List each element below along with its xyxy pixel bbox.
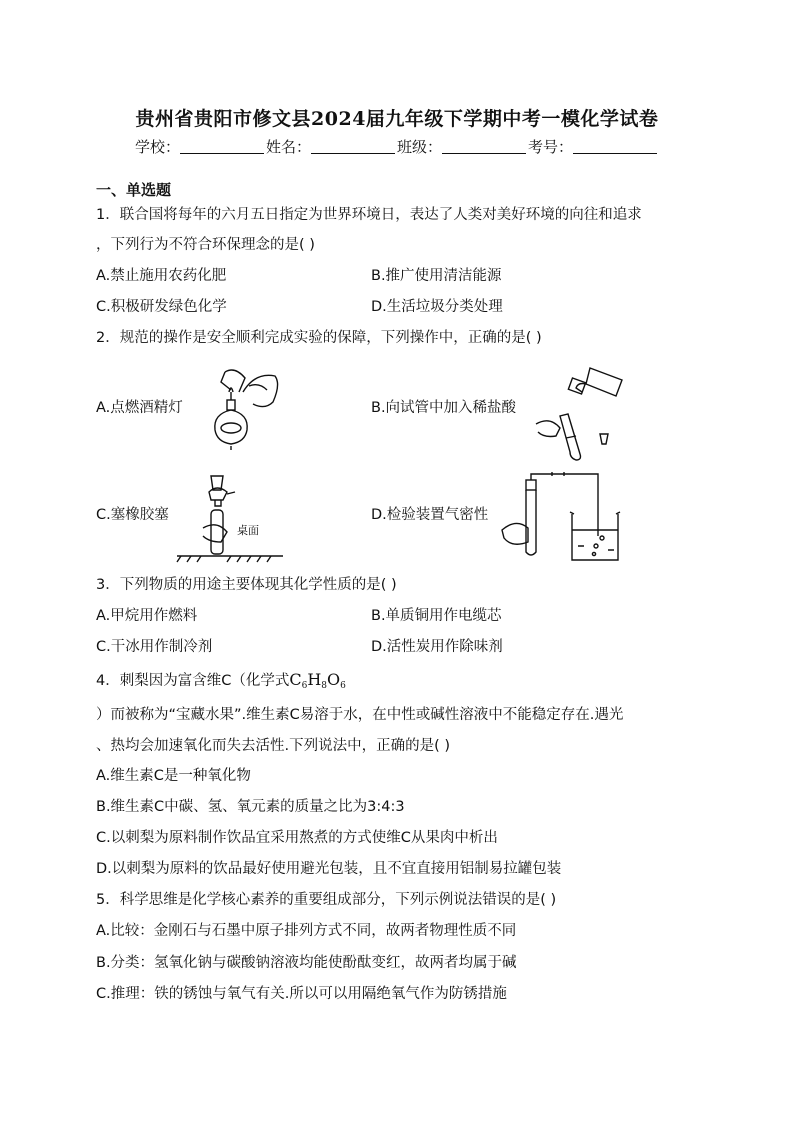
- school-label: 学校：: [134, 138, 180, 156]
- q1-stem-line2: ，下列行为不符合环保理念的是( ): [96, 237, 315, 253]
- q5-option-c[interactable]: C.推理：铁的锈蚀与氧气有关.所以可以用隔绝氧气作为防锈措施: [96, 986, 507, 1002]
- q3-option-b[interactable]: B.单质铜用作电缆芯: [371, 608, 502, 624]
- q4-stem-line3: 、热均会加速氧化而失去活性.下列说法中，正确的是( ): [96, 738, 451, 754]
- exam-number-label: 考号：: [528, 138, 574, 156]
- q3-option-a[interactable]: A.甲烷用作燃料: [96, 608, 198, 624]
- student-info-row: [0, 136, 794, 157]
- q2-option-d[interactable]: D.检验装置气密性: [371, 507, 489, 523]
- name-blank[interactable]: [311, 139, 395, 154]
- figure-a-alcohol-lamps: [195, 362, 295, 452]
- page-title: 贵州省贵阳市修文县2024届九年级下学期中考一模化学试卷: [135, 108, 659, 130]
- exam-number-blank[interactable]: [573, 139, 657, 154]
- q4-stem-line2: ）而被称为“宝藏水果”.维生素C易溶于水，在中性或碱性溶液中不能稳定存在.遇光: [96, 707, 624, 723]
- q1-stem-line1: 1．联合国将每年的六月五日指定为世界环境日，表达了人类对美好环境的向往和追求: [96, 207, 642, 223]
- q5-option-b[interactable]: B.分类：氢氧化钠与碳酸钠溶液均能使酚酞变红，故两者均属于碱: [96, 955, 517, 971]
- q2-option-a[interactable]: A.点燃酒精灯: [96, 400, 183, 416]
- q5-option-a[interactable]: A.比较：金刚石与石墨中原子排列方式不同，故两者物理性质不同: [96, 923, 517, 939]
- q5-stem: 5．科学思维是化学核心素养的重要组成部分，下列示例说法错误的是( ): [96, 892, 557, 908]
- q4-stem-line1: [96, 670, 346, 696]
- figure-c-rubber-stopper: [175, 470, 285, 564]
- section-heading: 一、单选题: [96, 181, 172, 199]
- q1-option-a[interactable]: A.禁止施用农药化肥: [96, 268, 227, 284]
- vitamin-c-formula: $C_6H_8O_6$: [289, 670, 346, 691]
- q2-stem: 2．规范的操作是安全顺利完成实验的保障，下列操作中，正确的是( ): [96, 330, 542, 346]
- q2-option-b[interactable]: B.向试管中加入稀盐酸: [371, 400, 517, 416]
- q4-option-b[interactable]: B.维生素C中碳、氢、氧元素的质量之比为3:4:3: [96, 799, 405, 815]
- name-label: 姓名：: [265, 138, 311, 156]
- class-label: 班级：: [397, 138, 443, 156]
- class-blank[interactable]: [442, 139, 526, 154]
- q4-option-a[interactable]: A.维生素C是一种氧化物: [96, 768, 251, 784]
- q1-option-d[interactable]: D.生活垃圾分类处理: [371, 299, 503, 315]
- table-label: 桌面: [237, 524, 259, 537]
- q3-stem: 3．下列物质的用途主要体现其化学性质的是( ): [96, 577, 397, 593]
- school-blank[interactable]: [180, 139, 264, 154]
- figure-d-airtightness-check: [498, 466, 623, 566]
- q4-option-d[interactable]: D.以刺梨为原料的饮品最好使用避光包装，且不宜直接用铝制易拉罐包装: [96, 861, 562, 877]
- q3-option-c[interactable]: C.干冰用作制冷剂: [96, 639, 213, 655]
- q1-option-c[interactable]: C.积极研发绿色化学: [96, 299, 227, 315]
- q1-option-b[interactable]: B.推广使用清洁能源: [371, 268, 502, 284]
- q3-option-d[interactable]: D.活性炭用作除味剂: [371, 639, 503, 655]
- q4-stem-prefix: 4．刺梨因为富含维C（化学式: [96, 673, 290, 689]
- q4-option-c[interactable]: C.以刺梨为原料制作饮品宜采用熬煮的方式使维C从果肉中析出: [96, 830, 498, 846]
- figure-b-test-tube-pouring: [530, 358, 630, 468]
- q2-option-c[interactable]: C.塞橡胶塞: [96, 507, 169, 523]
